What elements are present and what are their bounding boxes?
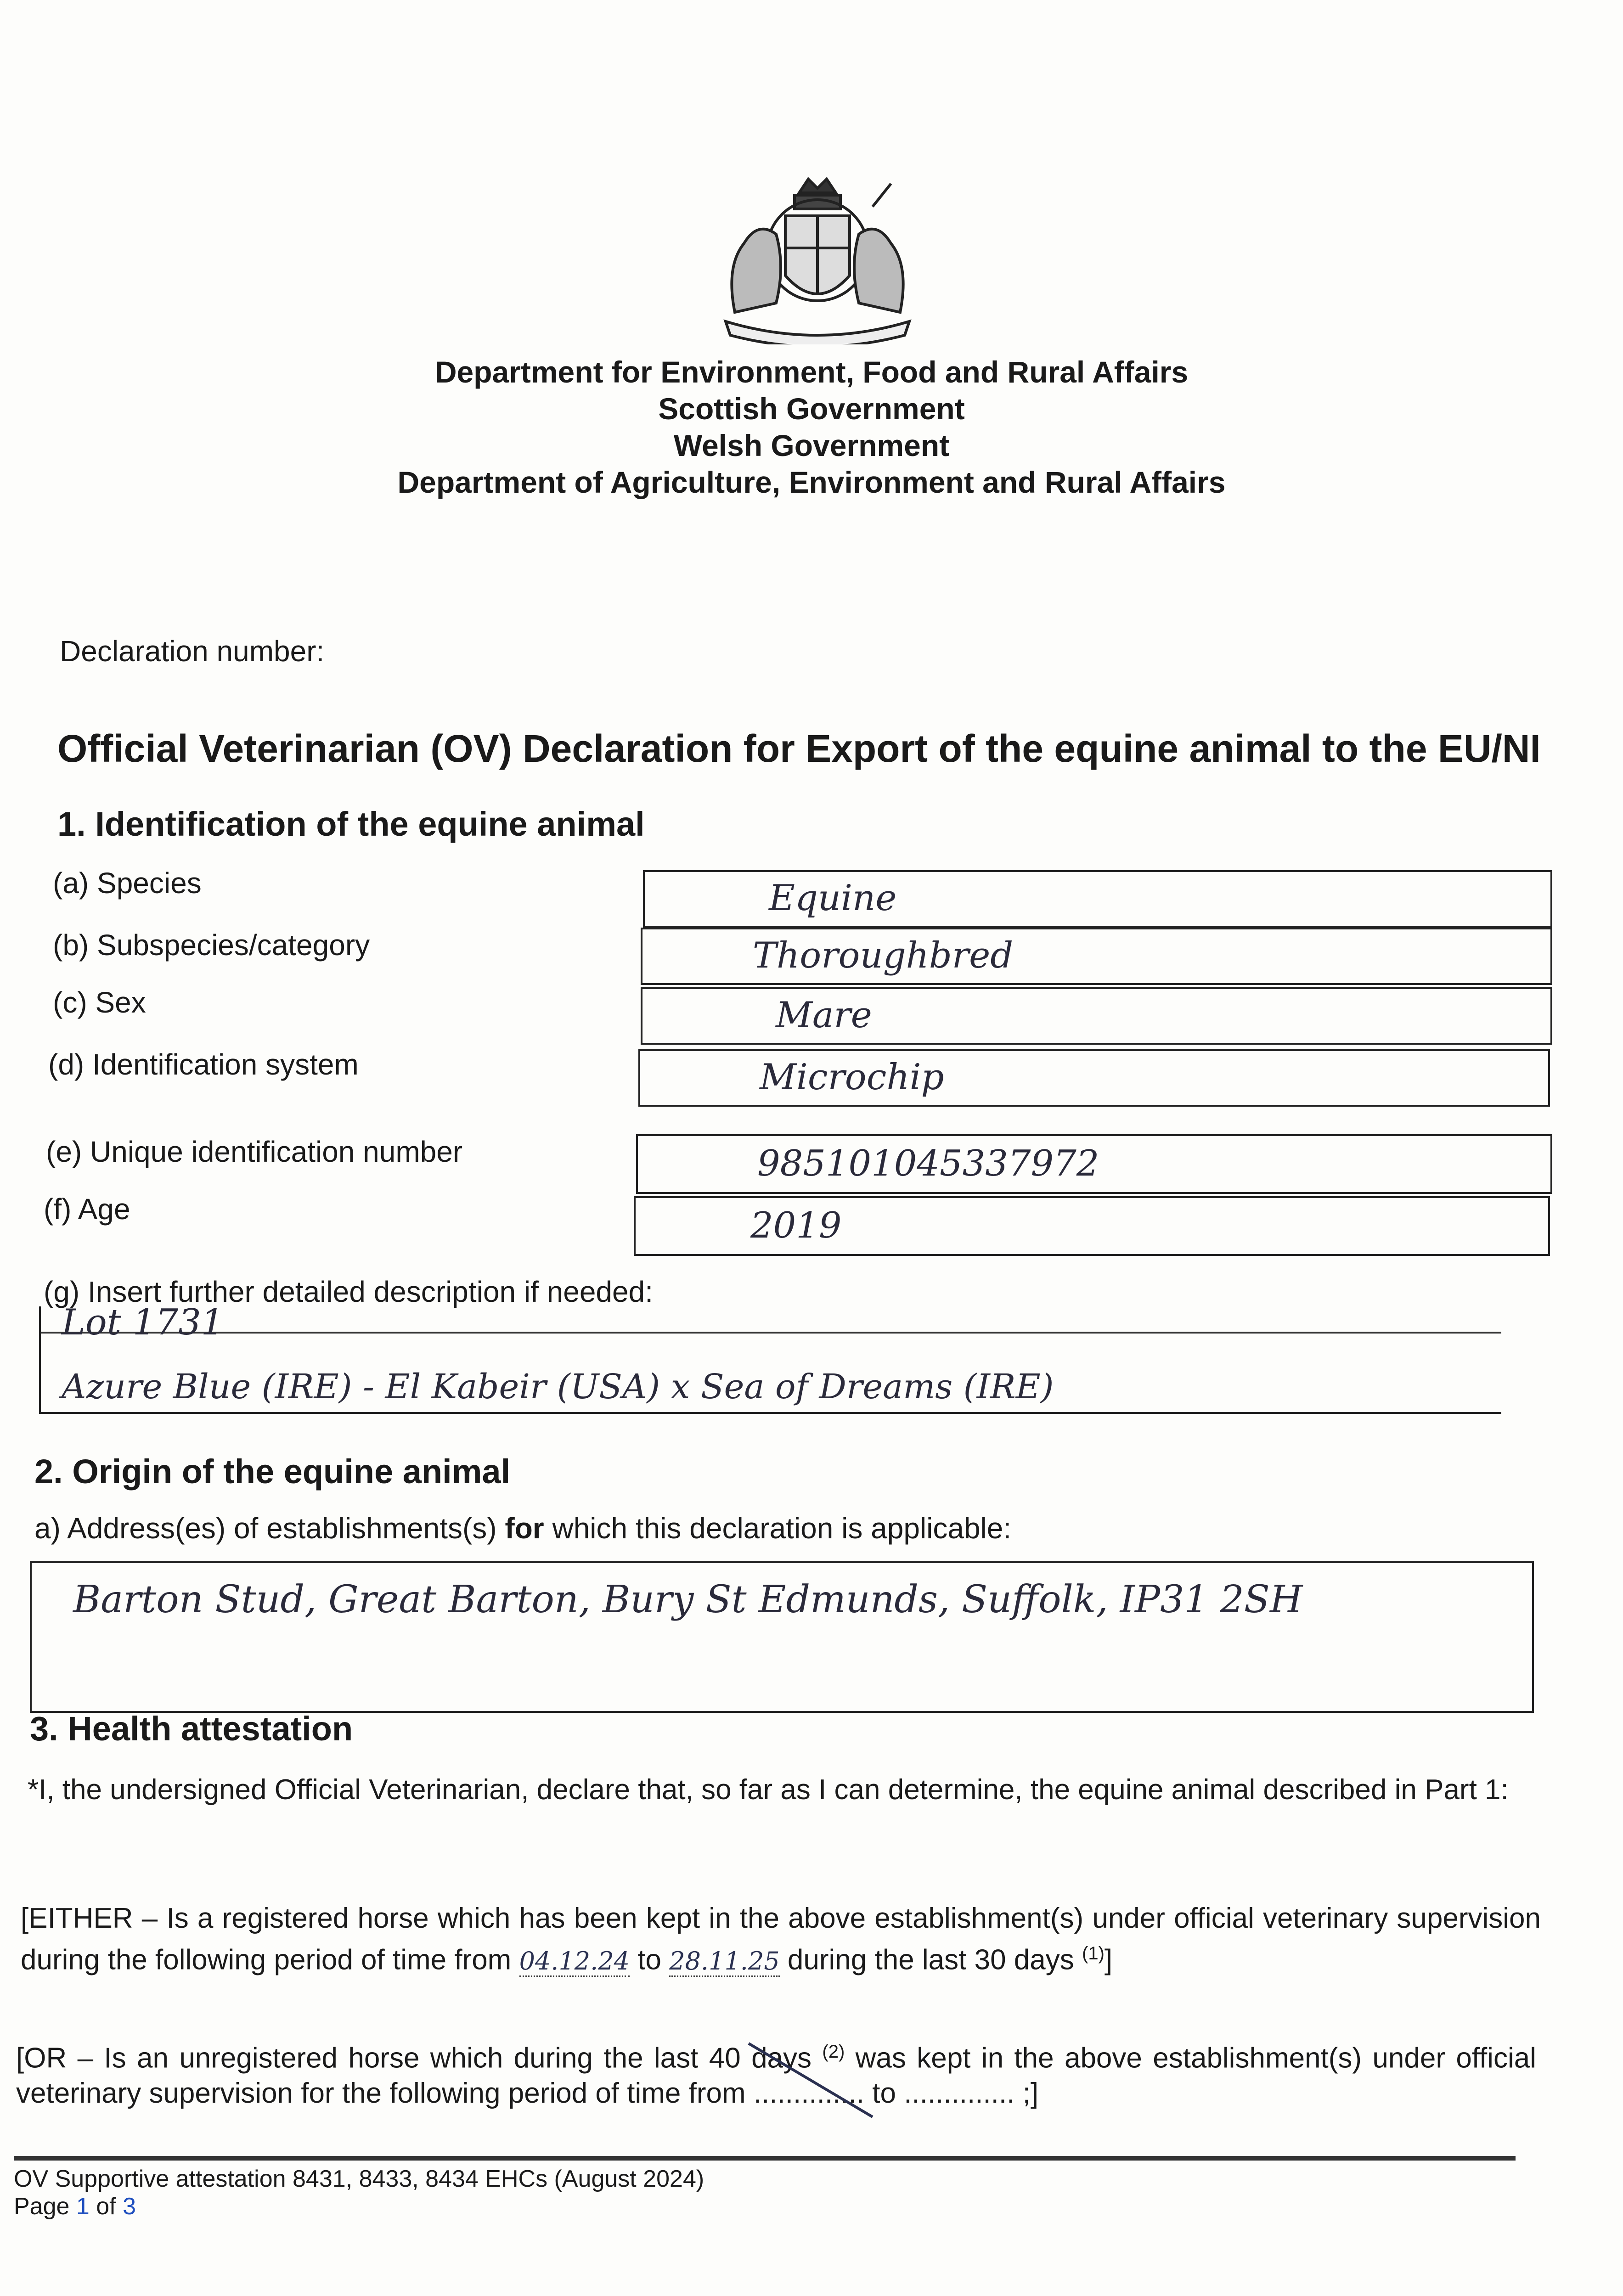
field-label-subspecies: (b) Subspecies/category [53,929,370,962]
department-name: Scottish Government [658,392,965,426]
section-heading: 3. Health attestation [30,1710,353,1748]
address-field[interactable] [30,1561,1534,1713]
further-description-label: (g) Insert further detailed description if needed: [44,1275,653,1308]
lot-number-value: Lot 1731 [62,1302,224,1343]
species-field[interactable] [643,870,1552,928]
page-number: Page 1 of 3 [14,2193,136,2220]
health-intro-text: *I, the undersigned Official Veterinarian, declare that, so far as I can determine, the equine animal described in Part 1: [28,1774,1509,1806]
field-label-sex: (c) Sex [53,986,146,1019]
department-name: Department of Agriculture, Environment and Rural Affairs [397,465,1226,499]
department-name: Welsh Government [673,428,950,462]
age-value: 2019 [750,1205,842,1246]
department-name: Department for Environment, Food and Rural Affairs [434,355,1189,389]
age-field[interactable] [634,1196,1550,1256]
species-value: Equine [769,878,897,919]
pedigree-value: Azure Blue (IRE) - El Kabeir (USA) x Sea of Dreams (IRE) [62,1367,1054,1407]
section-heading: 2. Origin of the equine animal [34,1452,511,1491]
subspecies-field[interactable] [641,928,1552,985]
subspecies-value: Thoroughbred [753,935,1014,976]
page-title: Official Veterinarian (OV) Declaration for Export of the equine animal to the EU/NI [57,727,1541,770]
sex-value: Mare [776,995,872,1036]
section-heading: 1. Identification of the equine animal [57,805,645,843]
royal-coat-of-arms-icon [707,174,928,344]
either-to-date: 28.11.25 [669,1947,779,1977]
footer-document-code: OV Supportive attestation 8431, 8433, 8434 EHCs (August 2024) [14,2166,704,2192]
footer-divider [14,2156,1516,2161]
unique-id-value: 985101045337972 [757,1143,1099,1184]
sex-field[interactable] [641,987,1552,1045]
field-label-age: (f) Age [44,1193,130,1226]
either-from-date: 04.12.24 [519,1947,630,1977]
or-clause: [OR – Is an unregistered horse which during the last 40 days $^{(2)}$ was kept in the above establishment(s) under official veterinary supervision for the following period of time from .............. to .............. ;] [16,2042,1536,2109]
field-label-species: (a) Species [53,867,202,900]
or-to-date: .............. [904,2077,1015,2109]
field-label-identification-system: (d) Identification system [48,1048,359,1081]
field-label-unique-id: (e) Unique identification number [46,1135,463,1168]
unique-id-field[interactable] [636,1134,1552,1194]
further-description-field[interactable] [39,1302,1501,1414]
either-clause: [EITHER – Is a registered horse which has been kept in the above establishment(s) under official veterinary supervision during the following period of time from 04.12.24 to 28.11.25 during the last 30 days $^{(1)}$] [21,1902,1541,1976]
address-label: a) Address(es) of establishments(s) for which this declaration is applicable: [34,1512,1012,1545]
identification-system-value: Microchip [760,1057,944,1098]
declaration-number-label: Declaration number: [60,635,325,668]
identification-system-field[interactable] [638,1049,1550,1107]
strike-through-mark [744,2039,882,2122]
address-value: Barton Stud, Great Barton, Bury St Edmunds, Suffolk, IP31 2SH [73,1578,1303,1621]
or-from-date: .............. [753,2077,865,2109]
